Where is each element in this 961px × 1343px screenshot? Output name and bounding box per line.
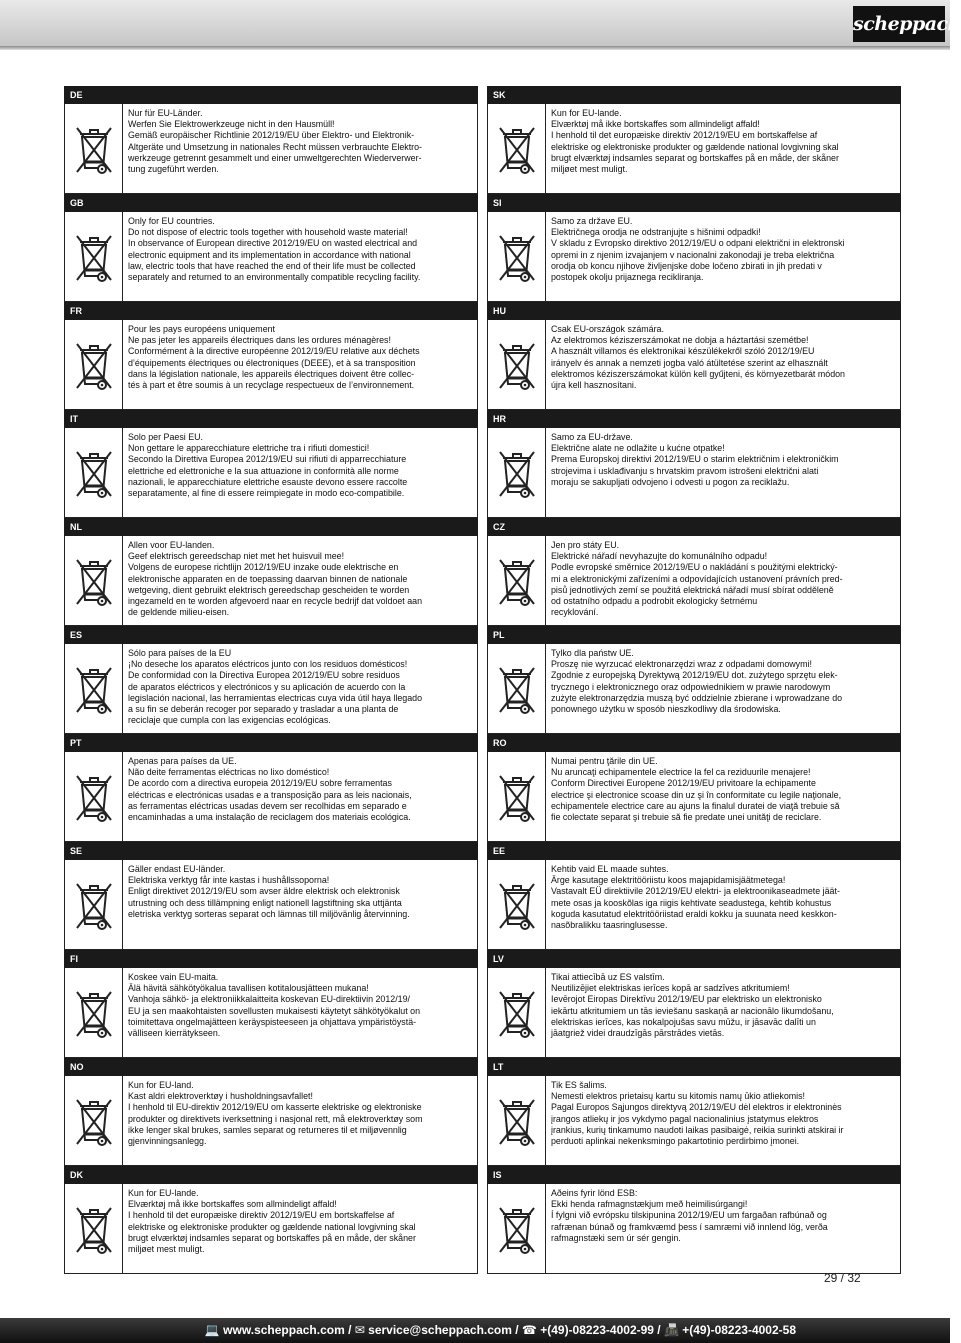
crossed-bin-icon	[488, 1076, 546, 1165]
notice-line: Conformément à la directive européenne 2012/19/EU relative aux déchets	[128, 346, 420, 357]
disposal-notice-text	[546, 212, 900, 301]
language-code-header: HU	[487, 302, 901, 320]
notice-line: Allen voor EU-landen.	[128, 540, 215, 550]
notice-line: Nu aruncaţi echipamentele electrice la fel ca reziduurile menajere!	[551, 767, 811, 778]
disposal-notice-text	[546, 104, 900, 193]
notice-line: Tikai attiecībā uz ES valstīm.	[551, 972, 665, 982]
notice-line: electronic equipment and its implementation in accordance with national	[128, 249, 411, 260]
notice-line: zużyte elektronarzędzia muszą być oddzielnie zbierane i wprowadzane do	[551, 692, 843, 703]
notice-line: Podle evropské směrnice 2012/19/EU o nakládání s použitými elektrický-	[551, 562, 838, 573]
notice-line: elektronische apparaten en de toepassing daarvan binnen de nationale	[128, 573, 408, 584]
top-banner	[0, 0, 950, 46]
language-code-header: DK	[64, 1166, 478, 1184]
language-code-header: FR	[64, 302, 478, 320]
block-body	[64, 860, 478, 950]
notice-line: Não deite ferramentas eléctricas no lixo doméstico!	[128, 767, 330, 778]
brand-logo: scheppach	[853, 6, 945, 42]
language-code-header: CZ	[487, 518, 901, 536]
language-block-it	[64, 410, 478, 518]
notice-line: brugt elværktøj indsamles separat og bortskaffes på en måde, der skåner	[128, 1232, 416, 1243]
crossed-bin-icon	[488, 752, 546, 841]
contact-footer: 💻 www.scheppach.com / ✉ service@scheppach.com / ☎ +(49)-08223-4002-99 / 📠 +(49)-08223-4002-58	[0, 1318, 950, 1343]
language-block-fi	[64, 950, 478, 1058]
notice-line: echipamentele electrice care au ajuns la finalul duratei de viaţă trebuie să	[551, 800, 840, 811]
notice-line: recyklování.	[551, 607, 599, 618]
disposal-notice-text	[546, 320, 900, 409]
disposal-notice-text	[123, 968, 477, 1057]
language-block-lt	[487, 1058, 901, 1166]
notice-line: miljøet mest muligt.	[551, 164, 628, 175]
notice-line: Ne pas jeter les appareils électriques dans les ordures ménagères!	[128, 335, 391, 346]
notice-line: Gäller endast EU-länder.	[128, 864, 226, 874]
notice-line: reciclaje que cumpla con las exigencias ecológicas.	[128, 715, 331, 726]
crossed-bin-icon	[65, 104, 123, 193]
notice-line: elektriske og elektroniske produkter og gældende national lovgivning skal	[128, 1221, 416, 1232]
language-code-header: DE	[64, 86, 478, 104]
disposal-notice-text	[123, 212, 477, 301]
block-body	[64, 1184, 478, 1274]
notice-line: Neutilizējiet elektriskas ierīces kopā ar sadzīves atkritumiem!	[551, 983, 790, 994]
notice-line: tés à part et être soumis à un recyclage respectueux de l’environnement.	[128, 380, 415, 391]
notice-line: I henhold til EU-direktiv 2012/19/EU om kasserte elektriske og elektroniske	[128, 1102, 422, 1113]
block-body	[64, 536, 478, 626]
block-body	[64, 104, 478, 194]
disposal-notice-text	[123, 536, 477, 625]
notice-line: nazionali, le apparecchiature elettriche esauste devono essere raccolte	[128, 476, 408, 487]
notice-line: orodja ob koncu njihove življenjske dobe ločeno zbirati in jih predati v	[551, 260, 822, 271]
crossed-bin-icon	[488, 320, 546, 409]
notice-line: Tylko dla państw UE.	[551, 648, 634, 658]
notice-line: De acordo com a directiva europeia 2012/19/EU sobre ferramentas	[128, 778, 392, 789]
notice-line: Apenas para países da UE.	[128, 756, 237, 766]
language-block-lv	[487, 950, 901, 1058]
notice-line: Elværktøj må ikke bortskaffes som allmindeligt affald!	[551, 119, 760, 130]
right-column	[487, 86, 901, 1274]
notice-line: koguda kasutatud elektritööriistad eraldi kokku ja suunata need keskkon-	[551, 908, 837, 919]
notice-line: toimitettava ongelmajätteen keräyspisteeseen ja ohjattava ympäristöystä-	[128, 1016, 417, 1027]
crossed-bin-icon	[65, 644, 123, 733]
crossed-bin-icon	[65, 428, 123, 517]
block-body	[64, 1076, 478, 1166]
disposal-notice-text	[123, 320, 477, 409]
crossed-bin-icon	[488, 860, 546, 949]
notice-line: law, electric tools that have reached the end of their life must be collected	[128, 260, 416, 271]
notice-line: elektriske og elektroniske produkter og gældende national lovgivning skal	[551, 141, 839, 152]
notice-line: eléctricas e electrónicas usadas e a transposição para as leis nacionais,	[128, 789, 412, 800]
language-code-header: SK	[487, 86, 901, 104]
notice-line: Gemäß europäischer Richtlinie 2012/19/EU über Elektro- und Elektronik-	[128, 130, 415, 141]
notice-line: brugt elværktøj indsamles separat og bortskaffes på en måde, der skåner	[551, 152, 839, 163]
notice-line: Sólo para países de la EU	[128, 648, 232, 658]
notice-line: Í fylgni við evrópsku tilskipunina 2012/19/EU um fargaðan rafbúnað og	[551, 1210, 827, 1221]
language-code-header: IS	[487, 1166, 901, 1184]
language-code-header: EE	[487, 842, 901, 860]
language-code-header: PT	[64, 734, 478, 752]
notice-line: Älä hävitä sähkötyökalua tavallisen kotitalousjätteen mukana!	[128, 983, 369, 994]
notice-line: Vanhoja sähkö- ja elektroniikkalaitteita koskevan EU-direktiivin 2012/19/	[128, 994, 411, 1005]
block-body	[487, 212, 901, 302]
notice-line: ¡No deseche los aparatos eléctricos junto con los residuos domésticos!	[128, 659, 408, 670]
block-body	[64, 320, 478, 410]
notice-line: separately and returned to an environmentally compatible recycling facility.	[128, 272, 421, 283]
disposal-notice-text	[546, 752, 900, 841]
language-block-no	[64, 1058, 478, 1166]
disposal-notice-text	[546, 968, 900, 1057]
language-block-si	[487, 194, 901, 302]
notice-line: Ekki henda rafmagnstækjum með heimilisúrgangi!	[551, 1199, 748, 1210]
notice-line: dans la législation nationale, les appareils électriques doivent être collec-	[128, 368, 415, 379]
notice-line: trycznego i elektronicznego oraz odpowiednikiem w prawie narodowym	[551, 681, 831, 692]
notice-line: Altgeräte und Umsetzung in nationales Recht müssen verbrauchte Elektro-	[128, 141, 423, 152]
notice-line: įrankius, kurių tinkamumo naudoti laikas pasibaigė, reikia surinkti atskirai ir	[551, 1124, 844, 1135]
notice-line: encaminhadas a uma instalação de reciclagem dos materiais ecológica.	[128, 812, 411, 823]
notice-line: iekārtu atkritumiem un tās ieviešanu saskaņā ar nacionālo likumdošanu,	[551, 1005, 834, 1016]
notice-line: irányelv és annak a nemzeti jogba való átültetése szerint az elhasznált	[551, 357, 828, 368]
language-code-header: IT	[64, 410, 478, 428]
language-code-header: HR	[487, 410, 901, 428]
notice-line: Pour les pays européens uniquement	[128, 324, 276, 334]
crossed-bin-icon	[65, 536, 123, 625]
notice-line: Koskee vain EU-maita.	[128, 972, 219, 982]
notice-line: Numai pentru ţările din UE.	[551, 756, 658, 766]
block-body	[487, 428, 901, 518]
notice-line: Električnega orodja ne odstranjujte s hišnimi odpadki!	[551, 227, 761, 238]
disposal-notice-text	[546, 536, 900, 625]
notice-line: separatamente, al fine di essere reimpiegate in modo eco-compatibile.	[128, 488, 405, 499]
notice-line: EU ja sen maakohtaisten sovellusten mukaisesti käytetyt sähkötyökalut on	[128, 1005, 421, 1016]
notice-line: Kun for EU-lande.	[128, 1188, 199, 1198]
language-block-is	[487, 1166, 901, 1274]
notice-line: legislación nacional, las herramientas electricas cuya vida útil haya llegado	[128, 692, 423, 703]
language-code-header: RO	[487, 734, 901, 752]
notice-line: elektriskas ierīces, kas nokalpojušas savu mūžu, ir jāsavāc dalīti un	[551, 1016, 816, 1027]
language-code-header: SI	[487, 194, 901, 212]
crossed-bin-icon	[488, 1184, 546, 1273]
notice-line: välliseen kierrätykseen.	[128, 1028, 221, 1039]
notice-line: Vastavalt EÜ direktiivile 2012/19/EU elektri- ja elektroonikaseadmete jäät-	[551, 886, 840, 897]
disposal-notice-text	[123, 1076, 477, 1165]
page-number: 29 / 32	[824, 1271, 861, 1285]
disposal-notice-text	[546, 1184, 900, 1273]
notice-line: postopek okolju prijaznega recikliranja.	[551, 272, 704, 283]
crossed-bin-icon	[65, 968, 123, 1057]
notice-line: Kun for EU-lande.	[551, 108, 622, 118]
language-code-header: LV	[487, 950, 901, 968]
block-body	[487, 860, 901, 950]
notice-line: Nur für EU-Länder.	[128, 108, 203, 118]
notice-line: a su fin se deberán recoger por separado y trasladar a una planta de	[128, 704, 399, 715]
left-column	[64, 86, 478, 1274]
notice-line: mete osas ja kooskõlas iga riigis kehtivate seadustega, kehtib kohustus	[551, 897, 832, 908]
notice-line: újra kell hasznosítani.	[551, 380, 637, 391]
notice-line: Werfen Sie Elektrowerkzeuge nicht in den Hausmüll!	[128, 119, 335, 130]
language-block-sk	[487, 86, 901, 194]
notice-line: Elværktøj må ikke bortskaffes som allmindeligt affald!	[128, 1199, 337, 1210]
language-code-header: NO	[64, 1058, 478, 1076]
disposal-notice-text	[123, 1184, 477, 1273]
crossed-bin-icon	[488, 644, 546, 733]
language-code-header: GB	[64, 194, 478, 212]
notice-line: Ievērojot Eiropas Direktīvu 2012/19/EU par elektrisko un elektronisko	[551, 994, 822, 1005]
language-block-pl	[487, 626, 901, 734]
notice-line: Nemesti elektros prietaisų kartu su kitomis namų ūkio atliekomis!	[551, 1091, 806, 1102]
notice-line: A használt villamos és elektronikai készülékekről szóló 2012/19/EU	[551, 346, 815, 357]
notice-line: Secondo la Direttiva Europea 2012/19/EU sui rifiuti di apparrecchiature	[128, 454, 407, 465]
notice-line: Enligt direktivet 2012/19/EU som avser äldre elektrisk och elektronisk	[128, 886, 400, 897]
crossed-bin-icon	[65, 212, 123, 301]
notice-line: de aparatos eléctricos y electrónicos y su aplicación de acuerdo con la	[128, 681, 406, 692]
notice-line: gjenvinningsanlegg.	[128, 1136, 207, 1147]
notice-line: tung zugeführt werden.	[128, 164, 219, 175]
notice-line: Do not dispose of electric tools together with household waste material!	[128, 227, 408, 238]
disposal-notice-text	[123, 860, 477, 949]
crossed-bin-icon	[65, 752, 123, 841]
notice-line: Prema Europskoj direktivi 2012/19/EU o starim električnim i elektroničkim	[551, 454, 839, 465]
notice-line: Pagal Europos Sąjungos direktyvą 2012/19/EU dėl elektros ir elektroninės	[551, 1102, 842, 1113]
notice-line: miljøet mest muligt.	[128, 1244, 205, 1255]
notice-line: nasõbralikku taasringlusesse.	[551, 920, 668, 931]
notice-line: jāatgriež videi draudzīgās pārstrādes vietās.	[551, 1028, 725, 1039]
notice-line: perduoti aplinkai nekenksmingo pakartotinio perdirbimo įmonei.	[551, 1136, 800, 1147]
disposal-notice-text	[546, 1076, 900, 1165]
notice-line: elettriche ed elettroniche e la sua attuazione in conformità alle norme	[128, 465, 399, 476]
block-body	[487, 320, 901, 410]
notice-line: eletriska verktyg sorteras separat och lämnas till miljövänlig återvinning.	[128, 908, 410, 919]
crossed-bin-icon	[488, 104, 546, 193]
language-block-ee	[487, 842, 901, 950]
notice-line: electrice şi electronice scoase din uz şi în conformitate cu legile naţionale,	[551, 789, 842, 800]
block-body	[487, 644, 901, 734]
language-block-ro	[487, 734, 901, 842]
crossed-bin-icon	[488, 968, 546, 1057]
notice-line: In observance of European directive 2012/19/EU on wasted electrical and	[128, 238, 418, 249]
notice-line: Kehtib vaid EL maade suhtes.	[551, 864, 669, 874]
notice-line: strojevima i usklađivanju s hrvatskim pravom istrošeni električni alati	[551, 465, 819, 476]
notice-line: Samo za EU-države.	[551, 432, 633, 442]
block-body	[487, 104, 901, 194]
notice-line: de geldende milieu-eisen.	[128, 607, 230, 618]
crossed-bin-icon	[65, 860, 123, 949]
notice-line: rafrænan búnað og framkvæmd þess í samræmi við innlend lög, verða	[551, 1221, 828, 1232]
crossed-bin-icon	[488, 212, 546, 301]
notice-line: įrangos atliekų ir jos vykdymo pagal nacionalinius įstatymus elektros	[551, 1113, 819, 1124]
top-banner-shadow	[0, 46, 950, 50]
notice-line: elektromos kéziszerszámokat külön kell gyűjteni, és környezetbarát módon	[551, 368, 845, 379]
language-block-se	[64, 842, 478, 950]
disposal-notice-text	[123, 104, 477, 193]
notice-line: I henhold til det europæiske direktiv 2012/19/EU em bortskaffelse af	[128, 1210, 395, 1221]
block-body	[64, 212, 478, 302]
notice-line: rafmagnstæki sem úr sér gengin.	[551, 1232, 681, 1243]
notice-line: ikke lenger skal brukes, samles separat og returneres til et miljøvennlig	[128, 1124, 407, 1135]
notice-line: Kun for EU-land.	[128, 1080, 194, 1090]
notice-line: Solo per Paesi EU.	[128, 432, 203, 442]
block-body	[64, 752, 478, 842]
notice-line: Conform Directivei Europene 2012/19/EU privitoare la echipamente	[551, 778, 816, 789]
block-body	[487, 752, 901, 842]
notice-line: wetgeving, dient gebruikt elektrisch gereedschap gescheiden te worden	[128, 584, 410, 595]
crossed-bin-icon	[488, 536, 546, 625]
language-block-hu	[487, 302, 901, 410]
notice-line: od ostatního odpadu a podrobit ekologicky šetrnému	[551, 596, 758, 607]
notice-line: De conformidad con la Directiva Europea 2012/19/EU sobre residuos	[128, 670, 400, 681]
language-code-header: ES	[64, 626, 478, 644]
language-code-header: NL	[64, 518, 478, 536]
language-block-fr	[64, 302, 478, 410]
block-body	[487, 1184, 901, 1274]
language-code-header: SE	[64, 842, 478, 860]
notice-line: Proszę nie wyrzucać elektronarzędzi wraz z odpadami domowymi!	[551, 659, 812, 670]
language-block-gb	[64, 194, 478, 302]
notice-line: Geef elektrisch gereedschap niet met het huisvuil mee!	[128, 551, 345, 562]
language-block-dk	[64, 1166, 478, 1274]
notice-line: ponownego użytku w sposób nieszkodliwy dla środowiska.	[551, 704, 781, 715]
language-block-es	[64, 626, 478, 734]
disposal-notice-text	[546, 428, 900, 517]
disposal-notice-text	[546, 644, 900, 733]
block-body	[64, 428, 478, 518]
language-block-nl	[64, 518, 478, 626]
disposal-notice-text	[123, 644, 477, 733]
language-block-de	[64, 86, 478, 194]
notice-line: V skladu z Evropsko direktivo 2012/19/EU o odpani električni in elektronski	[551, 238, 845, 249]
language-code-header: LT	[487, 1058, 901, 1076]
notice-line: moraju se sakupljati odvojeno i odvesti u pogon za reciklažu.	[551, 476, 790, 487]
notice-line: Električne alate ne odlažite u kućne otpatke!	[551, 443, 725, 454]
notice-line: Az elektromos kéziszerszámokat ne dobja a háztartási szemétbe!	[551, 335, 809, 346]
crossed-bin-icon	[65, 1076, 123, 1165]
notice-line: Csak EU-országok számára.	[551, 324, 664, 334]
notice-line: Only for EU countries.	[128, 216, 215, 226]
notice-line: Jen pro státy EU.	[551, 540, 620, 550]
language-code-header: FI	[64, 950, 478, 968]
language-block-pt	[64, 734, 478, 842]
notice-line: Elektriska verktyg får inte kastas i hushållssoporna!	[128, 875, 330, 886]
notice-line: pisů jednotlivých zemí se použitá elektrická nářadí musí sbírat odděleně	[551, 584, 834, 595]
notice-line: as ferramentas eléctricas usadas devem ser recolhidas em separado e	[128, 800, 407, 811]
notice-line: Tik ES šalims.	[551, 1080, 607, 1090]
notice-line: d’équipements électriques ou électroniques (DEEE), et à sa transposition	[128, 357, 416, 368]
notice-line: Aðeins fyrir lönd ESB:	[551, 1188, 638, 1198]
notice-line: I henhold til det europæiske direktiv 2012/19/EU em bortskaffelse af	[551, 130, 818, 141]
notice-line: Volgens de europese richtlijn 2012/19/EU inzake oude elektrische en	[128, 562, 399, 573]
disposal-notice-text	[546, 860, 900, 949]
notice-line: werkzeuge getrennt gesammelt und einer umweltgerechten Wiederverwer-	[128, 152, 422, 163]
notice-line: Zgodnie z europejską Dyrektywą 2012/19/EU dot. zużytego sprzętu elek-	[551, 670, 838, 681]
notice-line: Samo za države EU.	[551, 216, 633, 226]
notice-line: fie colectate separat şi trebuie să fie predate unei unităţi de reciclare.	[551, 812, 822, 823]
notice-line: produkter og direktivets iverksettning i nasjonal rett, må elektroverktøy som	[128, 1113, 423, 1124]
language-block-hr	[487, 410, 901, 518]
crossed-bin-icon	[65, 320, 123, 409]
notice-line: Elektrické nářadí nevyhazujte do komunálního odpadu!	[551, 551, 768, 562]
crossed-bin-icon	[488, 428, 546, 517]
block-body	[64, 968, 478, 1058]
notice-line: mi a elektronickými zařízeními a odpovídajících ustanovení právních pred-	[551, 573, 843, 584]
language-block-cz	[487, 518, 901, 626]
language-code-header: PL	[487, 626, 901, 644]
notice-line: ingezameld en te worden afgevoerd naar en recycle bedrijf dat voldoet aan	[128, 596, 423, 607]
notice-line: Ärge kasutage elektritööriistu koos majapidamisjäätmetega!	[551, 875, 786, 886]
block-body	[64, 644, 478, 734]
notice-line: opremi in z njenim izvajanjem v nacionalni zakonodaji je treba električna	[551, 249, 835, 260]
notice-line: Kast aldri elektroverktøy i husholdningsavfallet!	[128, 1091, 313, 1102]
block-body	[487, 968, 901, 1058]
notice-line: Non gettare le apparecchiature elettriche tra i rifiuti domestici!	[128, 443, 370, 454]
block-body	[487, 1076, 901, 1166]
disposal-notice-text	[123, 752, 477, 841]
crossed-bin-icon	[65, 1184, 123, 1273]
notice-line: utrustning och dess tillämpning enligt nationell lagstiftning ska uttjänta	[128, 897, 402, 908]
block-body	[487, 536, 901, 626]
disposal-notice-text	[123, 428, 477, 517]
